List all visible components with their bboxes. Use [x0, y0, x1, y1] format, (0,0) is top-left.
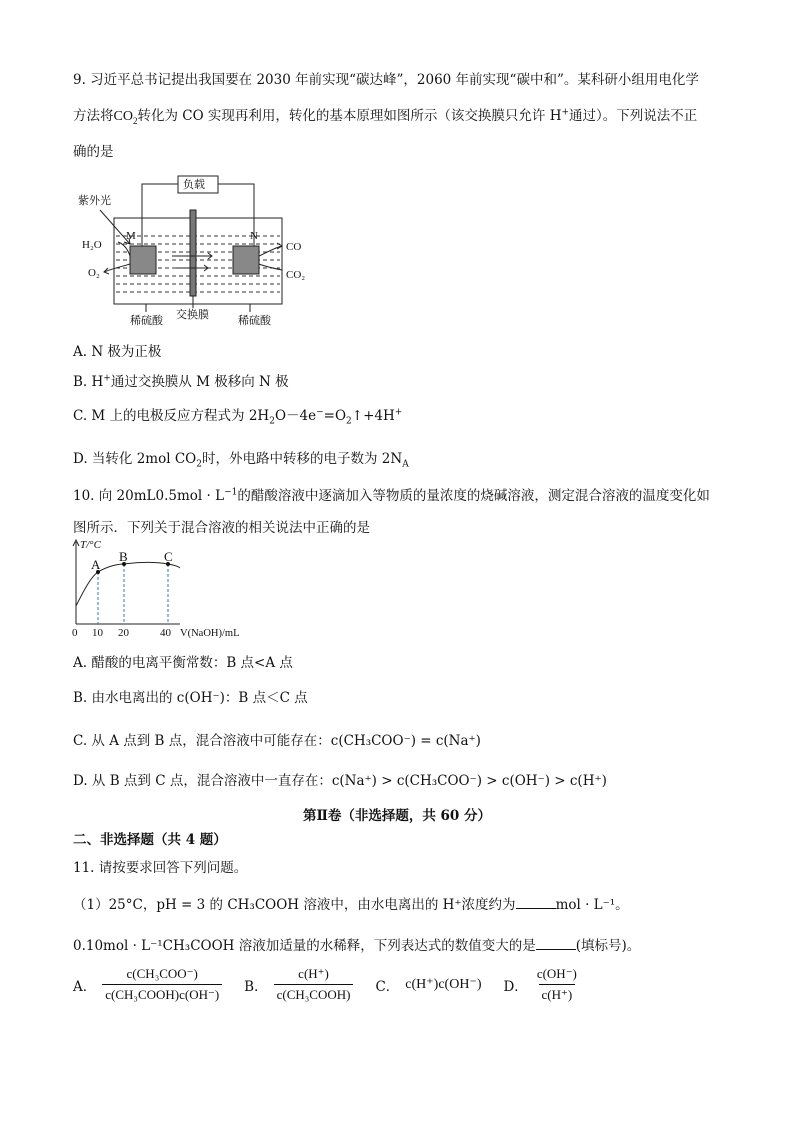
option-label: A．	[73, 978, 97, 995]
option-text: B. H	[73, 374, 104, 390]
q11-part1-unit: mol · L⁻¹。	[555, 897, 629, 913]
q11-part2-hint: (填标号)。	[575, 938, 641, 954]
q11-part2	[73, 934, 640, 954]
x-axis-label: V(NaOH)/mL	[180, 628, 240, 639]
y-axis-label: T/°C	[80, 539, 101, 551]
fraction	[534, 966, 580, 1003]
electrode-n-label: N	[250, 230, 258, 242]
q10-option-c: C. 从 A 点到 B 点，混合溶液中可能存在：c(CH₃COO⁻) = c(Na⁺)	[73, 733, 481, 749]
membrane-label: 交换膜	[176, 309, 209, 321]
point-a-label: A	[91, 557, 101, 572]
expression: c(H⁺)c(OH⁻)	[405, 977, 482, 992]
q9-option-a: A. N 极为正极	[73, 344, 162, 360]
co2-label: CO₂	[286, 269, 306, 281]
numerator: c(H⁺)	[298, 966, 329, 981]
q9-stem-text: 转化为 CO 实现再利用，转化的基本原理如图所示（该交换膜只允许 H	[137, 108, 562, 124]
q10-stem-text: 的醋酸溶液中逐滴加入等物质的量浓度的烧碱溶液，测定混合溶液的温度变化如	[237, 488, 710, 504]
electrode-m-label: M	[126, 230, 136, 242]
q10-stem-text: 10. 向 20mL0.5mol · L	[73, 488, 225, 504]
option-text: 通过交换膜从 M 极移向 N 极	[110, 374, 289, 390]
load-label: 负载	[183, 179, 205, 191]
numerator: c(OH⁻)	[536, 966, 577, 981]
uv-light-label: 紫外光	[78, 195, 111, 207]
q9-stem-text: 通过）。下列说法不正	[569, 108, 698, 124]
option-label: D．	[503, 978, 528, 995]
q11-options	[73, 966, 580, 1003]
h2o-label: H₂O	[82, 239, 102, 251]
q11-part2-text: 0.10mol · L⁻¹CH₃COOH 溶液加适量的水稀释，下列表达式的数值变大的是	[73, 938, 536, 954]
q11-part1-text: （1）25°C，pH = 3 的 CH₃COOH 溶液中，由水电离出的 H⁺浓度约为	[73, 897, 516, 913]
q9-option-b: B. H+通过交换膜从 M 极移向 N 极	[73, 373, 289, 390]
x-tick: 40	[160, 627, 171, 639]
right-acid-label: 稀硫酸	[238, 315, 271, 327]
q11-intro: 11. 请按要求回答下列问题。	[73, 860, 248, 876]
q11-option-c	[375, 975, 481, 995]
option-text: O－4e	[274, 408, 317, 424]
point-b-label: B	[119, 549, 128, 564]
q10-option-a: A. 醋酸的电离平衡常数：B 点<A 点	[73, 655, 293, 671]
q11-option-b	[244, 966, 353, 1003]
option-text: 时，外电路中转移的电子数为 2N	[201, 451, 403, 467]
q11-part1	[73, 893, 629, 913]
denominator: c(CH₃COOH)c(OH⁻)	[102, 984, 222, 1003]
q9-option-c: C. M 上的电极反应方程式为 $2H_2O-4e^-=O_2↑+4H^+$	[73, 407, 403, 427]
denominator: c(CH₃COOH)	[274, 984, 354, 1003]
q10-option-b: B. 由水电离出的 c(OH⁻)：B 点＜C 点	[73, 690, 308, 706]
co2-formula: $CO_2$	[113, 109, 138, 126]
option-label: C．	[375, 978, 400, 995]
co-label: CO	[286, 241, 302, 253]
q10-stem-line2: 图所示．下列关于混合溶液的相关说法中正确的是	[73, 520, 370, 536]
section-title: 第Ⅱ卷（非选择题，共 60 分）	[302, 808, 492, 824]
q11-option-a	[73, 966, 222, 1003]
option-text: D. 当转化 2mol CO	[73, 451, 197, 467]
q9-option-d: D. 当转化 2mol $CO_2$时，外电路中转移的电子数为 $2N_A$	[73, 451, 409, 470]
answer-blank[interactable]	[516, 896, 556, 909]
q9-stem-text: 方法将	[73, 108, 114, 124]
option-text: =O	[323, 408, 347, 424]
q9-stem-line3: 确的是	[73, 144, 114, 160]
denominator: c(H⁺)	[539, 984, 576, 1003]
fraction	[274, 966, 354, 1003]
q9-stem-line2: 方法将$CO_2$转化为 CO 实现再利用，转化的基本原理如图所示（该交换膜只允许 H+通过）。下列说法不正	[73, 107, 698, 126]
point-c-label: C	[164, 549, 173, 564]
q11-option-d	[503, 966, 579, 1003]
x-tick: 20	[118, 627, 129, 639]
q10-option-d: D. 从 B 点到 C 点，混合溶液中一直存在：c(Na⁺) > c(CH₃COO⁻) > c(OH⁻) > c(H⁺)	[73, 773, 607, 789]
origin-tick: 0	[72, 627, 78, 639]
q9-stem-line1: 9. 习近平总书记提出我国要在 2030 年前实现“碳达峰”，2060 年前实现“碳中和”。某科研小组用电化学	[73, 72, 699, 88]
option-text: C. M 上的电极反应方程式为 2H	[73, 408, 270, 424]
option-label: B．	[244, 978, 268, 995]
fraction	[102, 966, 222, 1003]
temperature-chart	[68, 536, 268, 642]
electrolysis-diagram	[78, 172, 318, 328]
left-acid-label: 稀硫酸	[130, 315, 163, 327]
x-tick: 10	[92, 627, 103, 639]
o2-label: O₂	[88, 267, 100, 279]
section-heading: 二、非选择题（共 4 题）	[73, 832, 227, 848]
answer-blank[interactable]	[536, 937, 576, 950]
option-text: ↑+4H	[351, 408, 395, 424]
q10-stem-line1: 10. 向 $20mL0.5mol \cdot L^{-1}$的醋酸溶液中逐滴加入等物质的量浓度的烧碱溶液，测定混合溶液的温度变化如	[73, 487, 710, 504]
numerator: c(CH₃COO⁻)	[126, 966, 198, 981]
